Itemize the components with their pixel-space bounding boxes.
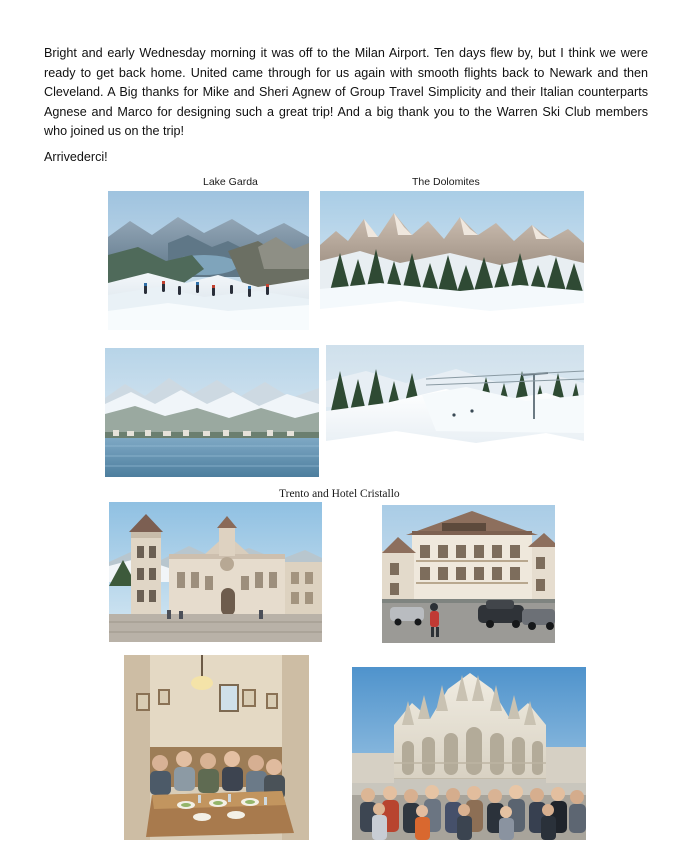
photo-dolomites-peaks [320, 191, 584, 330]
caption-the-dolomites: The Dolomites [412, 176, 480, 188]
photo-group-dinner [124, 655, 309, 840]
caption-trento-hotel-cristallo: Trento and Hotel Cristallo [279, 488, 400, 500]
photo-hotel-cristallo [382, 505, 555, 643]
caption-lake-garda: Lake Garda [203, 176, 258, 188]
photo-lake-shore-mountains [105, 348, 319, 477]
photo-ski-slope-lift [326, 345, 584, 477]
photo-lake-garda-skiers [108, 191, 309, 330]
sign-off-text: Arrivederci! [44, 150, 108, 164]
body-paragraph: Bright and early Wednesday morning it was off to the Milan Airport. Ten days flew by, but I think we were ready to get back home. United came through for us again with smooth flights back to Newark and then Cleveland. A Big thanks for Mike and Sheri Agnew of Group Travel Simplicity and their Italian counterparts Agnese and Marco for designing such a great trip! And a big thank you to the Warren Ski Club members who joined us on the trip! [44, 46, 648, 138]
photo-trento-cathedral-square [109, 502, 322, 642]
photo-milan-duomo-group [352, 667, 586, 840]
